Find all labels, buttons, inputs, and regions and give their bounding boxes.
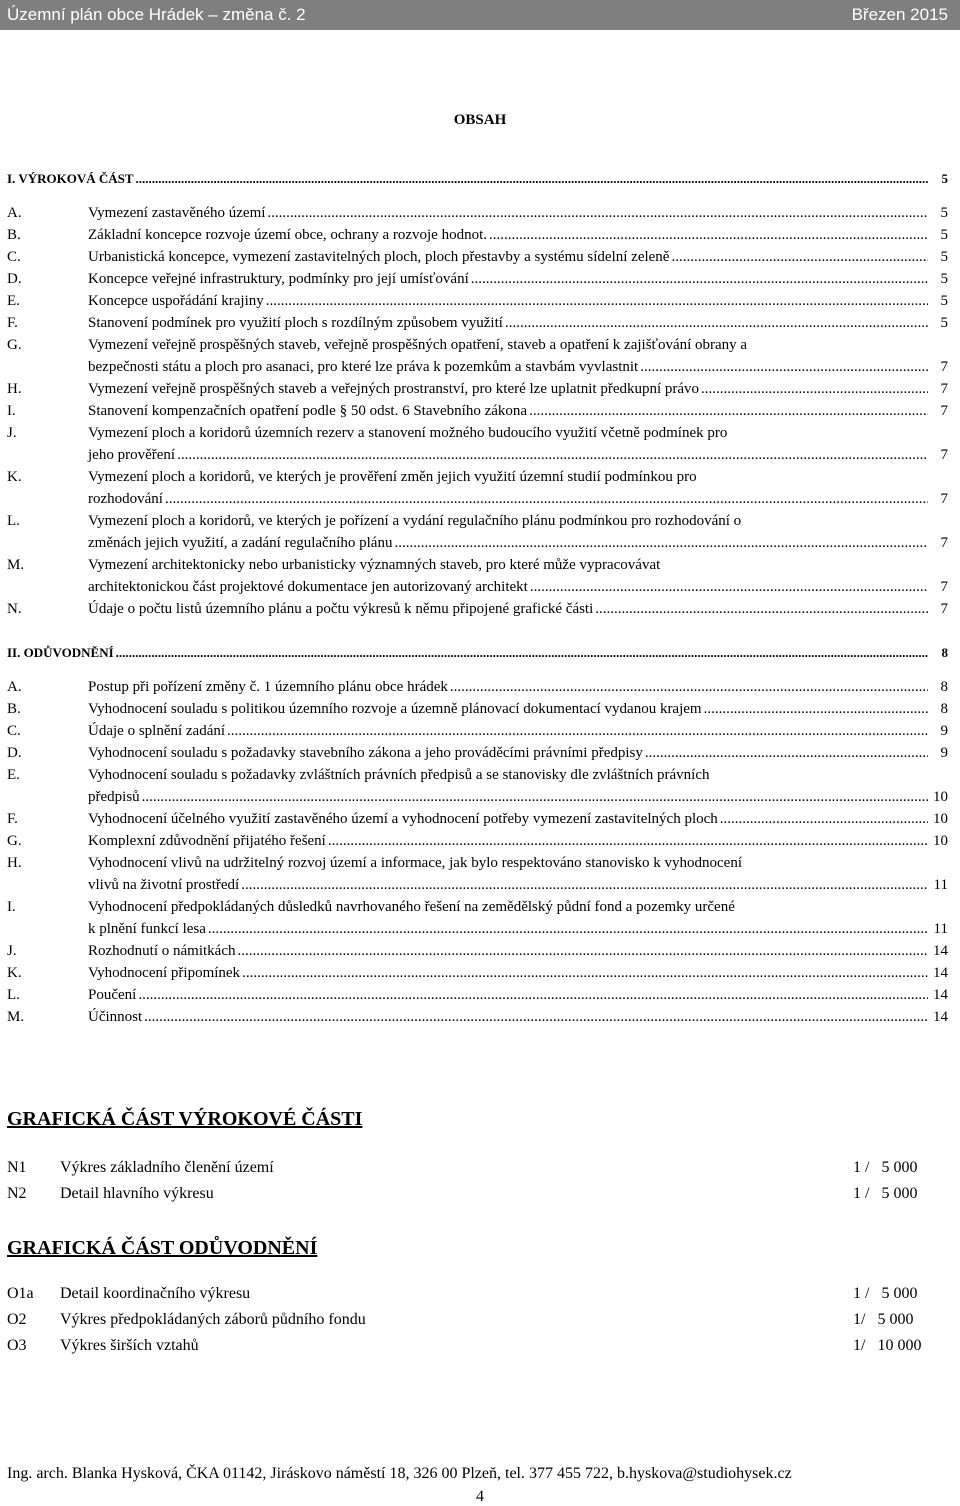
toc-entry-last-line (88, 224, 928, 246)
graphic-section-heading-1: GRAFICKÁ ČÁST VÝROKOVÉ ČÁSTI (7, 1108, 363, 1130)
toc-entry-letter: D. (7, 271, 22, 287)
toc-entry-line: Vyhodnocení vlivů na udržitelný rozvoj území a informace, jak bylo respektováno stanovisko k vyhodnocení (88, 855, 743, 871)
toc-entry-body (88, 422, 928, 466)
toc-part-heading-body (7, 642, 928, 664)
toc-entry-page: 7 (940, 579, 948, 595)
toc-entry (7, 940, 948, 962)
dot-leader (227, 720, 928, 742)
toc-entry-text: bezpečnosti státu a ploch pro asanaci, pro které lze práva k pozemkům a stavbám vyvlastnit (88, 359, 639, 375)
toc-entry-page: 7 (940, 447, 948, 463)
toc-entry-text: změnách jejich využití, a zadání regulačního plánu (88, 535, 393, 551)
toc-entry-body (88, 554, 928, 598)
dot-leader (530, 576, 928, 598)
toc-entry-body (88, 764, 928, 808)
dot-leader (208, 918, 928, 940)
dot-leader (704, 698, 928, 720)
toc-entry-last-line (88, 676, 928, 698)
toc-entry-body (88, 268, 928, 290)
toc-entry-line: Vymezení ploch a koridorů, ve kterých je pořízení a vydání regulačního plánu podmínkou pro rozhodování o (88, 513, 742, 529)
toc-entry-page: 7 (940, 359, 948, 375)
toc-entry-last-line (88, 742, 928, 764)
dot-leader (489, 224, 928, 246)
toc-entry (7, 334, 948, 378)
dot-leader (645, 742, 928, 764)
toc-entry-last-line (88, 698, 928, 720)
toc-entry-page: 5 (940, 205, 948, 221)
toc-entry-text: Vyhodnocení souladu s požadavky stavebního zákona a jeho prováděcími právními předpisy (88, 745, 643, 761)
dot-leader (471, 268, 928, 290)
toc-entry-last-line (88, 598, 928, 620)
toc-entry-last-line (88, 356, 928, 378)
toc-part-heading-text: I. VÝROKOVÁ ČÁST (7, 171, 134, 186)
drawing-code: N1 (7, 1159, 27, 1176)
dot-leader (701, 378, 928, 400)
dot-leader (328, 830, 928, 852)
toc-entry-letter: M. (7, 1009, 25, 1025)
toc-entry-body (88, 676, 928, 698)
toc-entry-page: 10 (933, 811, 948, 827)
toc-entry-page: 14 (933, 987, 948, 1003)
toc-entry (7, 510, 948, 554)
toc-entry-letter: C. (7, 723, 21, 739)
toc-entry-letter: I. (7, 403, 16, 419)
dot-leader (237, 940, 928, 962)
toc-part-heading-page: 5 (941, 171, 948, 186)
page-title: OBSAH (453, 112, 507, 128)
drawing-scale: 1/ 5 000 (853, 1311, 914, 1328)
toc-entry-letter: J. (7, 425, 17, 441)
dot-leader (505, 312, 928, 334)
toc-entry-letter: L. (7, 987, 20, 1003)
dot-leader (671, 246, 928, 268)
toc-entry-last-line (88, 940, 928, 962)
dot-leader (242, 962, 928, 984)
drawing-name: Detail koordinačního výkresu (60, 1285, 251, 1302)
toc-entry-letter: B. (7, 227, 21, 243)
toc-part-heading (7, 168, 948, 190)
toc-entry-letter: J. (7, 943, 17, 959)
toc-entry-page: 10 (933, 833, 948, 849)
drawing-scale: 1 / 5 000 (853, 1285, 918, 1302)
toc-entry-body (88, 830, 928, 852)
toc-entry (7, 224, 948, 246)
dot-leader (266, 290, 928, 312)
toc-entry-body (88, 698, 928, 720)
toc-entry-line: Vymezení ploch a koridorů, ve kterých je prověření změn jejich využití územní studií podmínkou pro (88, 469, 697, 485)
toc-entry (7, 400, 948, 422)
toc-entry (7, 378, 948, 400)
toc-entry-text: Urbanistická koncepce, vymezení zastavitelných ploch, ploch přestavby a systému sídelní zeleně (88, 249, 670, 265)
drawing-scale: 1/ 10 000 (853, 1337, 922, 1354)
dot-leader (640, 356, 928, 378)
toc-entry-page: 10 (933, 789, 948, 805)
toc-entry-body (88, 290, 928, 312)
graphic-list-row (7, 1181, 937, 1207)
toc-entry (7, 1006, 948, 1028)
toc-entry-letter: I. (7, 899, 16, 915)
toc-entry (7, 896, 948, 940)
toc-entry (7, 268, 948, 290)
toc-entry-last-line (88, 532, 928, 554)
toc-entry-text: Vyhodnocení účelného využití zastavěného území a vyhodnocení potřeby vymezení zastavitelných ploch (88, 811, 718, 827)
toc-entry (7, 202, 948, 224)
toc-entry-text: rozhodování (88, 491, 163, 507)
toc-entry-last-line (88, 720, 928, 742)
toc-entry-last-line (88, 202, 928, 224)
toc-entry (7, 808, 948, 830)
toc-entry (7, 720, 948, 742)
toc-entry-text: Koncepce veřejné infrastruktury, podmínky pro její umísťování (88, 271, 469, 287)
toc-entry-text: architektonickou část projektové dokumentace jen autorizovaný architekt (88, 579, 528, 595)
toc-part-heading-last-line (7, 642, 928, 664)
drawing-code: N2 (7, 1185, 27, 1202)
toc-entry-body (88, 598, 928, 620)
toc-entry (7, 598, 948, 620)
toc-entry-last-line (88, 290, 928, 312)
drawing-name: Výkres předpokládaných záborů půdního fondu (60, 1311, 366, 1328)
dot-leader (165, 488, 928, 510)
toc-entry-text: předpisů (88, 789, 140, 805)
toc-entry-body (88, 940, 928, 962)
toc-entry-body (88, 202, 928, 224)
toc-entry-letter: H. (7, 855, 22, 871)
graphic-list-row (7, 1155, 937, 1181)
toc-entry-text: Postup při pořízení změny č. 1 územního plánu obce hrádek (88, 679, 448, 695)
toc-entry-letter: M. (7, 557, 25, 573)
toc-entry-page: 14 (933, 965, 948, 981)
dot-leader (720, 808, 928, 830)
toc-entry-letter: H. (7, 381, 22, 397)
toc-entry-body (88, 510, 928, 554)
toc-entry-letter: A. (7, 205, 22, 221)
page-number: 4 (476, 1488, 484, 1505)
drawing-scale: 1 / 5 000 (853, 1159, 918, 1176)
drawing-name: Výkres širších vztahů (60, 1337, 199, 1354)
toc-entry-page: 11 (933, 877, 948, 893)
toc-entry-last-line (88, 576, 928, 598)
toc-entry-body (88, 1006, 928, 1028)
toc-entry-body (88, 852, 928, 896)
toc-entry-line: Vymezení architektonicky nebo urbanisticky významných staveb, pro které může vypracovávat (88, 557, 661, 573)
toc-entry-letter: K. (7, 965, 22, 981)
toc-part-heading-text: II. ODŮVODNĚNÍ (7, 645, 114, 660)
toc-entry-text: Stanovení podmínek pro využití ploch s rozdílným způsobem využití (88, 315, 503, 331)
toc-entry-last-line (88, 786, 928, 808)
dot-leader (267, 202, 928, 224)
dot-leader (529, 400, 928, 422)
toc-entry-last-line (88, 444, 928, 466)
graphic-section-heading-2: GRAFICKÁ ČÁST ODŮVODNĚNÍ (7, 1237, 318, 1259)
toc-entry-letter: E. (7, 767, 20, 783)
toc-entry (7, 676, 948, 698)
toc-entry-text: Stanovení kompenzačních opatření podle § 50 odst. 6 Stavebního zákona (88, 403, 528, 419)
toc-entry-letter: K. (7, 469, 22, 485)
toc-entry (7, 742, 948, 764)
toc-entry-last-line (88, 1006, 928, 1028)
toc-entry-text: Koncepce uspořádání krajiny (88, 293, 264, 309)
dot-leader (241, 874, 928, 896)
toc-entry-page: 7 (940, 403, 948, 419)
toc-entry-body (88, 720, 928, 742)
toc-entry-letter: F. (7, 315, 18, 331)
toc-entry-text: Údaje o počtu listů územního plánu a počtu výkresů k němu připojené grafické části (88, 601, 594, 617)
toc-entry (7, 246, 948, 268)
toc-entry-line: Vyhodnocení souladu s požadavky zvláštních právních předpisů a se stanovisky dle zvláštních právních (88, 767, 710, 783)
toc-entry-letter: C. (7, 249, 21, 265)
toc-entry-letter: A. (7, 679, 22, 695)
toc-entry-body (88, 334, 928, 378)
toc-entry-page: 7 (940, 491, 948, 507)
toc-entry-last-line (88, 962, 928, 984)
toc-entry-last-line (88, 312, 928, 334)
toc-entry (7, 554, 948, 598)
toc-entry-text: k plnění funkcí lesa (88, 921, 206, 937)
footer-contact: Ing. arch. Blanka Hysková, ČKA 01142, Jiráskovo náměstí 18, 326 00 Plzeň, tel. 377 455 722, b.hyskova@studiohysek.cz (7, 1465, 792, 1482)
toc-entry-letter: F. (7, 811, 18, 827)
graphic-list-row (7, 1307, 937, 1333)
toc-entry (7, 764, 948, 808)
toc-entry-body (88, 466, 928, 510)
toc-entry-text: Vyhodnocení připomínek (88, 965, 241, 981)
toc-entry-last-line (88, 400, 928, 422)
toc-entry-letter: E. (7, 293, 20, 309)
toc-entry (7, 698, 948, 720)
dot-leader (136, 168, 928, 190)
graphic-list-1 (7, 1155, 937, 1207)
toc-entry (7, 962, 948, 984)
dot-leader (394, 532, 928, 554)
toc-entry-text: Vymezení veřejně prospěšných staveb a veřejných prostranství, pro které lze uplatnit předkupní právo (88, 381, 700, 397)
toc-entry (7, 290, 948, 312)
toc-entry-body (88, 984, 928, 1006)
toc-entry-page: 8 (940, 701, 948, 717)
toc-entry-body (88, 808, 928, 830)
toc-entry-last-line (88, 830, 928, 852)
toc-entry (7, 312, 948, 334)
toc-part-heading-body (7, 168, 928, 190)
toc-entry-last-line (88, 268, 928, 290)
toc-entry-text: Poučení (88, 987, 137, 1003)
toc-entry-last-line (88, 246, 928, 268)
graphic-list-2 (7, 1281, 937, 1359)
toc-entry-line: Vyhodnocení předpokládaných důsledků navrhovaného řešení na zemědělský půdní fond a pozemky určené (88, 899, 735, 915)
drawing-name: Výkres základního členění území (60, 1159, 274, 1176)
dot-leader (144, 1006, 928, 1028)
toc-entry-page: 7 (940, 381, 948, 397)
toc-entry-text: Komplexní zdůvodnění přijatého řešení (88, 833, 326, 849)
toc-entry-body (88, 896, 928, 940)
toc-entry-letter: D. (7, 745, 22, 761)
toc-entry-page: 5 (940, 271, 948, 287)
toc-entry-page: 5 (940, 249, 948, 265)
header-date: Březen 2015 (851, 5, 948, 24)
dot-leader (138, 984, 928, 1006)
toc-part-heading (7, 642, 948, 664)
toc-entry-letter: L. (7, 513, 20, 529)
toc-part-heading-last-line (7, 168, 928, 190)
toc-entry-page: 7 (940, 601, 948, 617)
toc-entry-body (88, 378, 928, 400)
drawing-code: O1a (7, 1285, 34, 1302)
toc-entry (7, 422, 948, 466)
toc-entry-last-line (88, 874, 928, 896)
toc-entry-line: Vymezení veřejně prospěšných staveb, veřejně prospěšných opatření, staveb a opatření k zajišťování obrany a (88, 337, 748, 353)
toc-entry-page: 14 (933, 943, 948, 959)
toc-entry-page: 5 (940, 293, 948, 309)
toc-entry-last-line (88, 808, 928, 830)
toc-entry-page: 11 (933, 921, 948, 937)
toc-entry-last-line (88, 488, 928, 510)
dot-leader (142, 786, 928, 808)
page-header (0, 0, 960, 30)
toc-entry-text: vlivů na životní prostředí (88, 877, 240, 893)
dot-leader (450, 676, 928, 698)
toc-entry-body (88, 312, 928, 334)
toc-entry-text: Základní koncepce rozvoje území obce, ochrany a rozvoje hodnot. (88, 227, 488, 243)
toc-part-1 (7, 168, 948, 620)
toc-entry-letter: N. (7, 601, 22, 617)
toc-entry-page: 7 (940, 535, 948, 551)
header-document-title: Územní plán obce Hrádek – změna č. 2 (7, 5, 306, 24)
toc-entry-text: Vyhodnocení souladu s politikou územního rozvoje a územně plánovací dokumentací vydanou krajem (88, 701, 702, 717)
toc-entry-page: 14 (933, 1009, 948, 1025)
toc-entry (7, 830, 948, 852)
toc-entry-body (88, 400, 928, 422)
toc-entry-text: Údaje o splnění zadání (88, 723, 226, 739)
toc-entry (7, 852, 948, 896)
toc-entry-page: 9 (940, 723, 948, 739)
graphic-list-row (7, 1333, 937, 1359)
dot-leader (177, 444, 928, 466)
toc-entry-last-line (88, 984, 928, 1006)
toc-entry-page: 8 (940, 679, 948, 695)
toc-entry (7, 984, 948, 1006)
toc-entry-text: Vymezení zastavěného území (88, 205, 266, 221)
graphic-list-row (7, 1281, 937, 1307)
toc-entry-line: Vymezení ploch a koridorů územních rezerv a stanovení možného budoucího využití včetně podmínek pro (88, 425, 728, 441)
toc-entry-body (88, 246, 928, 268)
toc-part-2 (7, 642, 948, 1028)
drawing-name: Detail hlavního výkresu (60, 1185, 214, 1202)
toc-entry-body (88, 962, 928, 984)
toc-entry-page: 5 (940, 227, 948, 243)
toc-entry-page: 9 (940, 745, 948, 761)
toc-entry (7, 466, 948, 510)
toc-entry-text: Účinnost (88, 1009, 143, 1025)
toc-entry-text: Rozhodnutí o námitkách (88, 943, 236, 959)
toc-part-heading-page: 8 (941, 645, 948, 660)
dot-leader (595, 598, 928, 620)
toc-entry-body (88, 742, 928, 764)
toc-entry-last-line (88, 918, 928, 940)
toc-entry-letter: B. (7, 701, 21, 717)
toc-entry-last-line (88, 378, 928, 400)
toc-entry-letter: G. (7, 337, 22, 353)
dot-leader (116, 642, 928, 664)
toc-entry-body (88, 224, 928, 246)
drawing-code: O2 (7, 1311, 27, 1328)
drawing-scale: 1 / 5 000 (853, 1185, 918, 1202)
toc-entry-page: 5 (940, 315, 948, 331)
toc-entry-text: jeho prověření (88, 447, 176, 463)
toc-entry-letter: G. (7, 833, 22, 849)
drawing-code: O3 (7, 1337, 27, 1354)
